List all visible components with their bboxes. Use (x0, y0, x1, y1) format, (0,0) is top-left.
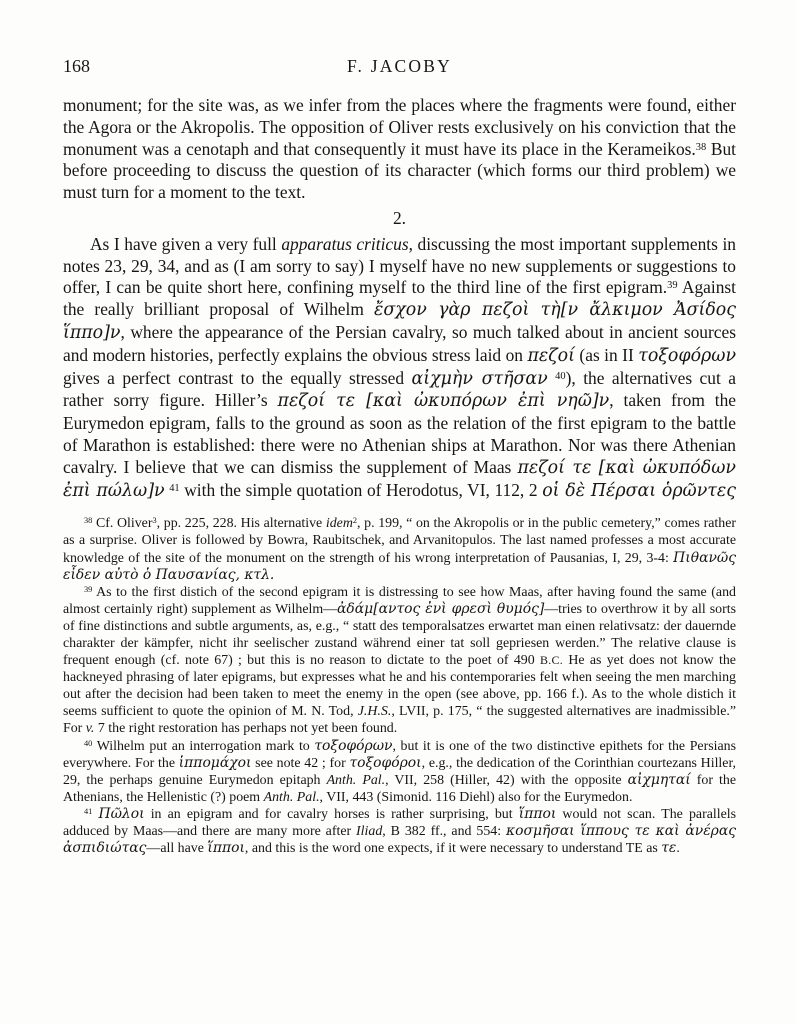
text-segment: B.C. (539, 653, 564, 668)
greek-text-segment: ἵπποι (518, 805, 557, 822)
italic-text-segment: Anth. Pal. (326, 772, 386, 788)
text-segment: , e.g., the dedication of the Corinthian courtezans Hiller, 29, the perhaps genuine Eurymedon epitaph (63, 755, 736, 788)
italic-text-segment: apparatus criticus (281, 233, 409, 254)
footnote-marker: 3 (152, 516, 157, 526)
greek-text-segment: αἰχμὴν στῆσαν (411, 368, 548, 389)
text-segment: —all have (146, 841, 208, 857)
greek-text-segment: Πιθανῶς εἶδεν αὐτὸ ὁ Παυσανίας, κτλ. (63, 549, 736, 583)
text-segment: , taken from the Eurymedon epigram, falls to the ground as soon as the relation of the first epigram to the battle of Marathon is established: there were no Athenian ships at Marathon. Nor was there Athenian cavalry. I believe that we can dismiss the supplement of Maas (63, 390, 736, 477)
text-segment: He as yet does not know the hackneyed phrasing of later epigrams, but expresses what he and his contemporaries felt when seeing the men marching out after the decision had been taken to meet the enemy in the open (see above, pp. 166 f.). As to the whole distich it seems sufficient to quote the opinion of M. N. Tod, (63, 653, 736, 720)
footnote-marker: 41 (169, 482, 180, 494)
greek-text-segment: κοσμῆσαι ἵππους τε καὶ ἀνέρας ἀσπιδιώτας (63, 823, 737, 857)
text-segment: with the simple quotation of Herodotus, VI, 112, 2 (179, 479, 543, 500)
running-head: F. JACOBY (347, 56, 452, 76)
text-segment: (as in II (574, 344, 639, 365)
italic-text-segment: idem (325, 516, 353, 532)
text-segment: in an epigram and for cavalry horses is rather surprising, but (144, 806, 519, 822)
text-segment: , p. 199, “ on the Akropolis or in the public cemetery,” comes rather as a surprise. Oliver is followed by Bowra, Raubitschek, and Arvanitopulos. The last named professes a most accurate knowledge of the site of the monument on the strength of his wrong interpretation of Pausanias, I, 29, 3-4: (63, 516, 736, 566)
greek-text-segment: οἱ δὲ Πέρσαι ὁρῶντες (542, 480, 736, 501)
text-segment: , VII, 443 (Simonid. 116 Diehl) also for the Eurymedon. (319, 789, 633, 805)
text-segment: for the Athenians, the Hellenistic (?) poem (63, 772, 736, 805)
text-segment: ), the alternatives cut a rather sorry figure. Hiller’s (63, 367, 736, 411)
footnote-marker: 2 (352, 516, 358, 526)
footnote-marker: 40 (555, 370, 566, 382)
greek-text-segment: ἔσχον γὰρ πεζοὶ τὴ[ν ἄλκιμον Ἀσίδος ἵππο]ν (63, 300, 736, 343)
footnote-40 (63, 738, 736, 806)
greek-text-segment: ἱππομάχοι (178, 754, 252, 771)
footnote-marker: 38 (84, 516, 93, 526)
italic-text-segment: v. (85, 721, 95, 737)
text-segment: , where the appearance of the Persian cavalry, so much talked about in ancient sources and modern histories, perfectly explains the obvious stress laid on (63, 321, 736, 365)
greek-text-segment: ἵπποι (207, 840, 245, 857)
text-segment: —tries to overthrow it by all sorts of fine distinctions and subtle arguments, as, e.g., “ statt des temporalsatzes erwartet man einen relativsatz: der dauernde charakter der kämpfer, nicht ihr seelischer zustand während einer tat soll gepriesen werden.” The relative clause is frequent enough (cf. note 67) ; but this is no reason to dictate to the poet of 490 (63, 601, 736, 669)
footnote-marker: 39 (84, 584, 93, 594)
text-segment: would not scan. The parallels adduced by Maas—and there are many more after (63, 806, 737, 840)
text-segment: monument; for the site was, as we infer from the places where the fragments were found, either the Agora or the Akropolis. The opposition of Oliver rests exclusively on his conviction that the monument was a cenotaph and that consequently it must have its place in the Kerameikos. (63, 95, 736, 159)
page-header (63, 56, 736, 79)
greek-text-segment: τοξοφόροι (349, 754, 422, 771)
italic-text-segment: Iliad (356, 824, 383, 840)
italic-text-segment: J.H.S. (357, 704, 392, 720)
text-segment: Cf. Oliver (92, 516, 153, 532)
text-segment: , B 382 ff., and 554: (382, 824, 507, 840)
greek-text-segment: ἀδάμ[αντος ἐνὶ φρεσὶ θυμός] (337, 600, 545, 617)
greek-text-segment: τοξοφόρων (638, 345, 737, 366)
footnote-marker: 41 (84, 806, 93, 816)
text-segment: see note 42 ; for (251, 755, 350, 771)
page-number: 168 (63, 56, 90, 76)
main-text (63, 95, 736, 502)
greek-text-segment: πεζοί (527, 345, 575, 366)
text-segment: , and this is the word one expects, if it were necessary to understand TE as (244, 841, 662, 857)
paragraph-continuation (63, 95, 736, 204)
greek-text-segment: Πῶλοι (98, 805, 145, 822)
footnote-39 (63, 584, 736, 738)
text-segment: , but it is one of the two distinctive epithets for the Persians everywhere. For the (63, 738, 736, 771)
text-segment: , discussing the most important supplements in notes 23, 29, 34, and as (I am sorry to say) I myself have no new supplements or suggestions to offer, I can be quite short here, confining myself to the third line of the first epigram. (63, 233, 736, 298)
text-segment: As to the first distich of the second epigram it is distressing to see how Maas, after having found the same (and almost certainly right) supplement as Wilhelm— (63, 584, 736, 617)
footnote-marker: 39 (667, 280, 678, 292)
footnote-marker: 38 (695, 141, 707, 153)
greek-text-segment: πεζοί τε [καὶ ὠκυπόρων ἐπὶ νηῶ]ν (277, 391, 610, 412)
footnotes (63, 515, 736, 857)
footnote-marker: 40 (84, 738, 93, 748)
greek-text-segment: τοξοφόρων (314, 737, 393, 754)
footnote-38 (63, 515, 736, 583)
greek-text-segment: τε (661, 840, 677, 857)
text-segment: , VII, 258 (Hiller, 42) with the opposite (385, 772, 628, 788)
text-segment: Against the really brilliant proposal of Wilhelm (63, 277, 736, 320)
text-segment: Wilhelm put an interrogation mark to (92, 738, 315, 754)
text-segment: 7 the right restoration has perhaps not yet been found. (94, 721, 398, 737)
text-segment: , LVII, p. 175, “ the suggested alternatives are inadmissible.” For (63, 704, 737, 737)
text-segment: As I have given a very full (90, 233, 282, 254)
greek-text-segment: αἰχμηταί (627, 771, 691, 788)
greek-text-segment: πεζοί τε [καὶ ὠκυπόδων ἐπὶ πώλω]ν (63, 457, 737, 501)
italic-text-segment: Anth. Pal. (263, 789, 320, 805)
text-segment: gives a perfect contrast to the equally stressed (63, 367, 412, 388)
text-segment: But before proceeding to discuss the question of its character (which forms our third problem) we must turn for a moment to the text. (63, 138, 736, 203)
text-segment: . (676, 841, 680, 857)
footnote-41 (63, 806, 736, 857)
section-heading: 2. (392, 207, 407, 228)
text-segment: , pp. 225, 228. His alternative (156, 516, 326, 532)
paragraph (63, 234, 736, 503)
